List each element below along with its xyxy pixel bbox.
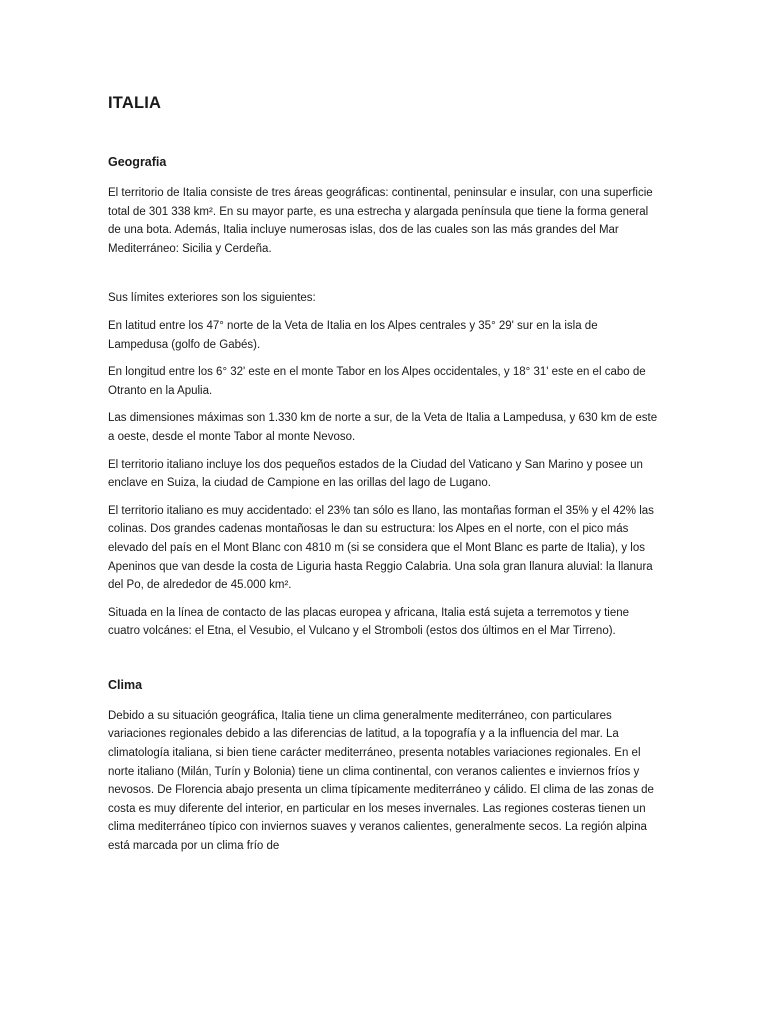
paragraph: Sus límites exteriores son los siguientes: [108, 292, 316, 305]
paragraph: En longitud entre los 6° 32' este en el monte Tabor en los Alpes occidentales, y 18° 31' este en el cabo de Otranto en la Apulia. [108, 366, 646, 397]
paragraph: El territorio de Italia consiste de tres áreas geográficas: continental, peninsular e insular, con una superficie total de 301 338 km². En su mayor parte, es una estrecha y alargada península que tiene la forma general de una bota. Además, Italia incluye numerosas islas, dos de las cuales son las más grandes del Mar Mediterráneo: Sicilia y Cerdeña. [108, 187, 653, 255]
paragraph: Debido a su situación geográfica, Italia tiene un clima generalmente mediterráneo, con particulares variaciones regionales debido a las diferencias de latitud, a la topografía y a la influencia del mar. La climatología italiana, si bien tiene carácter mediterráneo, presenta notables variaciones regionales. En el norte italiano (Milán, Turín y Bolonia) tiene un clima continental, con veranos calientes e inviernos fríos y nevosos. De Florencia abajo presenta un clima típicamente mediterráneo y cálido. El clima de las zonas de costa es muy diferente del interior, en particular en los meses invernales. Las regiones costeras tienen un clima mediterráneo típico con inviernos suaves y veranos calientes, generalmente secos. La región alpina está marcada por un clima frío de [108, 709, 654, 853]
document-title: ITALIA [108, 94, 162, 112]
paragraph: El territorio italiano es muy accidentado: el 23% tan sólo es llano, las montañas forman el 35% y el 42% las colinas. Dos grandes cadenas montañosas le dan su estructura: los Alpes en el norte, con el pico más elevado del país en el Mont Blanc con 4810 m (si se considera que el Mont Blanc es parte de Italia), y los Apeninos que van desde la costa de Liguria hasta Reggio Calabria. Una sola gran llanura aluvial: la llanura del Po, de alrededor de 45.000 km². [108, 504, 654, 592]
paragraph: En latitud entre los 47° norte de la Veta de Italia en los Alpes centrales y 35° 29' sur en la isla de Lampedusa (golfo de Gabés). [108, 319, 598, 351]
section-clima [108, 678, 660, 856]
paragraph: El territorio italiano incluye los dos pequeños estados de la Ciudad del Vaticano y San Marino y posee un enclave en Suiza, la ciudad de Campione en las orillas del lago de Lugano. [108, 458, 643, 490]
section-geografia [108, 155, 660, 641]
spacer [108, 267, 660, 289]
spacer [108, 650, 660, 678]
paragraph: Situada en la línea de contacto de las placas europea y africana, Italia está sujeta a terremotos y tiene cuatro volcánes: el Etna, el Vesubio, el Vulcano y el Stromboli (estos dos últimos en el Mar Tirreno). [108, 606, 630, 638]
paragraph: Las dimensiones máximas son 1.330 km de norte a sur, de la Veta de Italia a Lampedusa, y 630 km de este a oeste, desde el monte Tabor al monte Nevoso. [108, 412, 658, 443]
section-heading: Geografia [108, 155, 167, 169]
section-heading: Clima [108, 677, 143, 692]
